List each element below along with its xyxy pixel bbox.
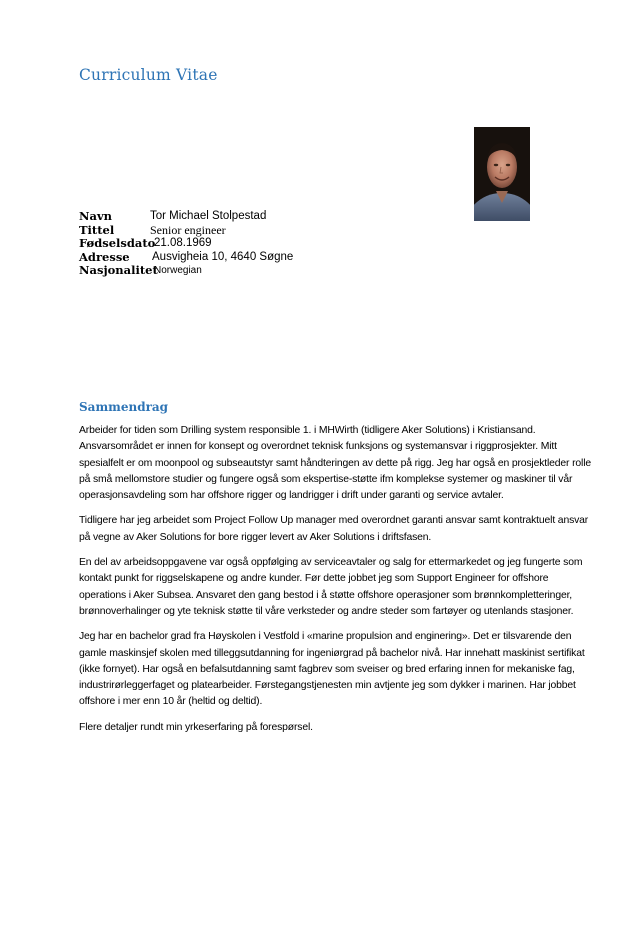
title-label: Tittel [79,222,115,237]
nationality-value: Norwegian [154,265,202,276]
summary-paragraph-3: En del av arbeidsoppgavene var også oppfølging av serviceavtaler og salg for ettermarkedet og jeg fungerte som kontakt punkt for riggselskapene og andre kunder. Før dette jobbet jeg som Support Engineer for offshore operations i Aker Subsea. Ansvaret den gang bestod i å støtte offshore operasjoner som brønnkompletteringer, brønnoverhalinger og yte teknisk støtte til våre verksteder og andre steder som fartøyer og utenlands stasjoner. [79,557,583,617]
portrait-image [474,127,530,221]
birthdate-label: Fødselsdato [79,236,156,250]
summary-paragraph-2: Tidligere har jeg arbeidet som Project Follow Up manager med overordnet garanti ansvar samt kontraktuelt ansvar på vegne av Aker Solutions for bore rigger levert av Aker Solutions i driftsfasen. [79,515,589,543]
summary-paragraph-5: Flere detaljer rundt min yrkeserfaring på forespørsel. [79,721,313,733]
summary-body [79,423,591,745]
profile-photo [474,127,530,221]
summary-paragraph-4: Jeg har en bachelor grad fra Høyskolen i Vestfold i «marine propulsion and enginering». Det er tilsvarende den gamle maskinsjef skolen med tilleggsutdanning for ingeniørgrad på bachelor nivå. Har innehatt maskinist sertifikat (ikke fornyet). Har også en befalsutdanning samt fagbrev som sveiser og bred erfaring innen for mekaniske fag, industrirørleggerfaget og platearbeider. Førstegangstjenesten min avtjente jeg som dykker i marinen. Har jobbet offshore i mer enn 10 år (heltid og deltid). [79,631,585,708]
address-label: Adresse [79,249,130,264]
address-value: Ausvigheia 10, 4640 Søgne [152,250,294,263]
name-label: Navn [79,209,113,223]
nationality-label: Nasjonalitet [79,263,158,277]
summary-paragraph-1: Arbeider for tiden som Drilling system responsible 1. i MHWirth (tidligere Aker Solutions) i Kristiansand. Ansvarsområdet er innen for konsept og overordnet teknisk funksjons og systemansvar i riggprosjekter. Mitt spesialfelt er om moonpool og subseautstyr samt håndteringen av dette på rigg. Jeg har også en prosjektleder rolle på små mellomstore studier og fungere også som ekspertise-støtte ifm komplekse systemer og maskiner til vår operasjonsavdeling som har offshore rigger og landrigger i drift under garanti og service avtaler. [79,425,591,502]
name-value: Tor Michael Stolpestad [150,210,267,222]
summary-heading: Sammendrag [79,400,169,414]
document-title: Curriculum Vitae [79,66,218,84]
birthdate-value: 21.08.1969 [154,237,212,249]
title-value: Senior engineer [150,222,226,237]
